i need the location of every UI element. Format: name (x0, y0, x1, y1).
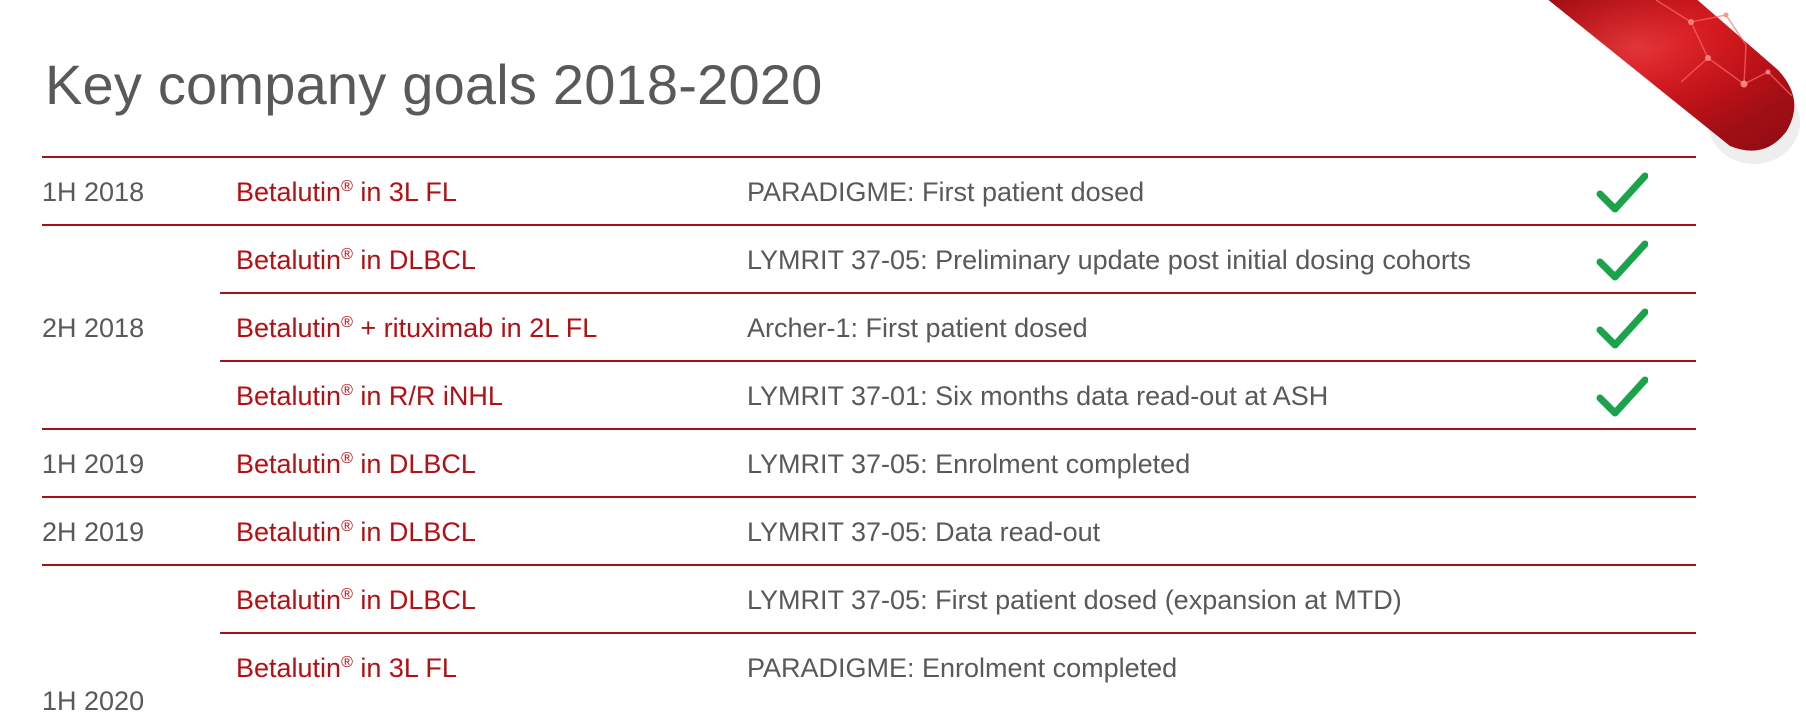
milestone-cell: LYMRIT 37-05: First patient dosed (expansion at MTD) (747, 585, 1402, 615)
period-cell: 1H 2019 (42, 449, 145, 479)
milestone-cell: PARADIGME: Enrolment completed (747, 653, 1178, 683)
milestone-cell: PARADIGME: First patient dosed (747, 177, 1145, 207)
checkmark-icon (1596, 240, 1648, 282)
product-name: Betalutin (236, 381, 342, 411)
table-rule (42, 496, 1696, 498)
table-rule (220, 292, 1696, 294)
product-indication: + rituximab in 2L FL (352, 313, 598, 343)
period-cell: 2H 2019 (42, 517, 145, 547)
product-name: Betalutin (236, 245, 342, 275)
product-indication: in 3L FL (352, 177, 457, 207)
milestone-cell: LYMRIT 37-01: Six months data read-out at ASH (747, 381, 1329, 411)
milestone-cell: Archer-1: First patient dosed (747, 313, 1088, 343)
product-indication: in R/R iNHL (352, 381, 503, 411)
table-rule (220, 360, 1696, 362)
registered-mark: ® (341, 586, 353, 603)
registered-mark: ® (341, 654, 353, 671)
registered-mark: ® (341, 314, 353, 331)
product-name: Betalutin (236, 653, 342, 683)
product-name: Betalutin (236, 517, 342, 547)
product-indication: in DLBCL (352, 449, 476, 479)
registered-mark: ® (341, 382, 353, 399)
product-cell (236, 379, 503, 413)
table-rule (220, 632, 1696, 634)
table-rule (42, 428, 1696, 430)
registered-mark: ® (341, 518, 353, 535)
period-cell: 2H 2018 (42, 313, 145, 343)
registered-mark: ® (341, 246, 353, 263)
checkmark-icon (1596, 172, 1648, 214)
period-cell: 1H 2020 (42, 686, 145, 716)
registered-mark: ® (341, 450, 353, 467)
table-rule (42, 564, 1696, 566)
table-rule (42, 156, 1696, 158)
product-name: Betalutin (236, 449, 342, 479)
product-indication: in DLBCL (352, 517, 476, 547)
product-name: Betalutin (236, 313, 342, 343)
product-cell (236, 651, 457, 685)
table-rule (42, 224, 1696, 226)
product-cell (236, 175, 457, 209)
product-cell (236, 583, 476, 617)
milestone-cell: LYMRIT 37-05: Preliminary update post initial dosing cohorts (747, 245, 1471, 275)
product-indication: in 3L FL (352, 653, 457, 683)
product-name: Betalutin (236, 177, 342, 207)
product-cell (236, 243, 476, 277)
registered-mark: ® (341, 178, 353, 195)
checkmark-icon (1596, 308, 1648, 350)
product-indication: in DLBCL (352, 245, 476, 275)
product-name: Betalutin (236, 585, 342, 615)
product-cell (236, 311, 597, 345)
product-cell (236, 515, 476, 549)
milestone-cell: LYMRIT 37-05: Enrolment completed (747, 449, 1191, 479)
checkmark-icon (1596, 376, 1648, 418)
product-indication: in DLBCL (352, 585, 476, 615)
page-title: Key company goals 2018-2020 (45, 53, 823, 116)
period-cell: 1H 2018 (42, 177, 145, 207)
milestone-cell: LYMRIT 37-05: Data read-out (747, 517, 1101, 547)
product-cell (236, 447, 476, 481)
